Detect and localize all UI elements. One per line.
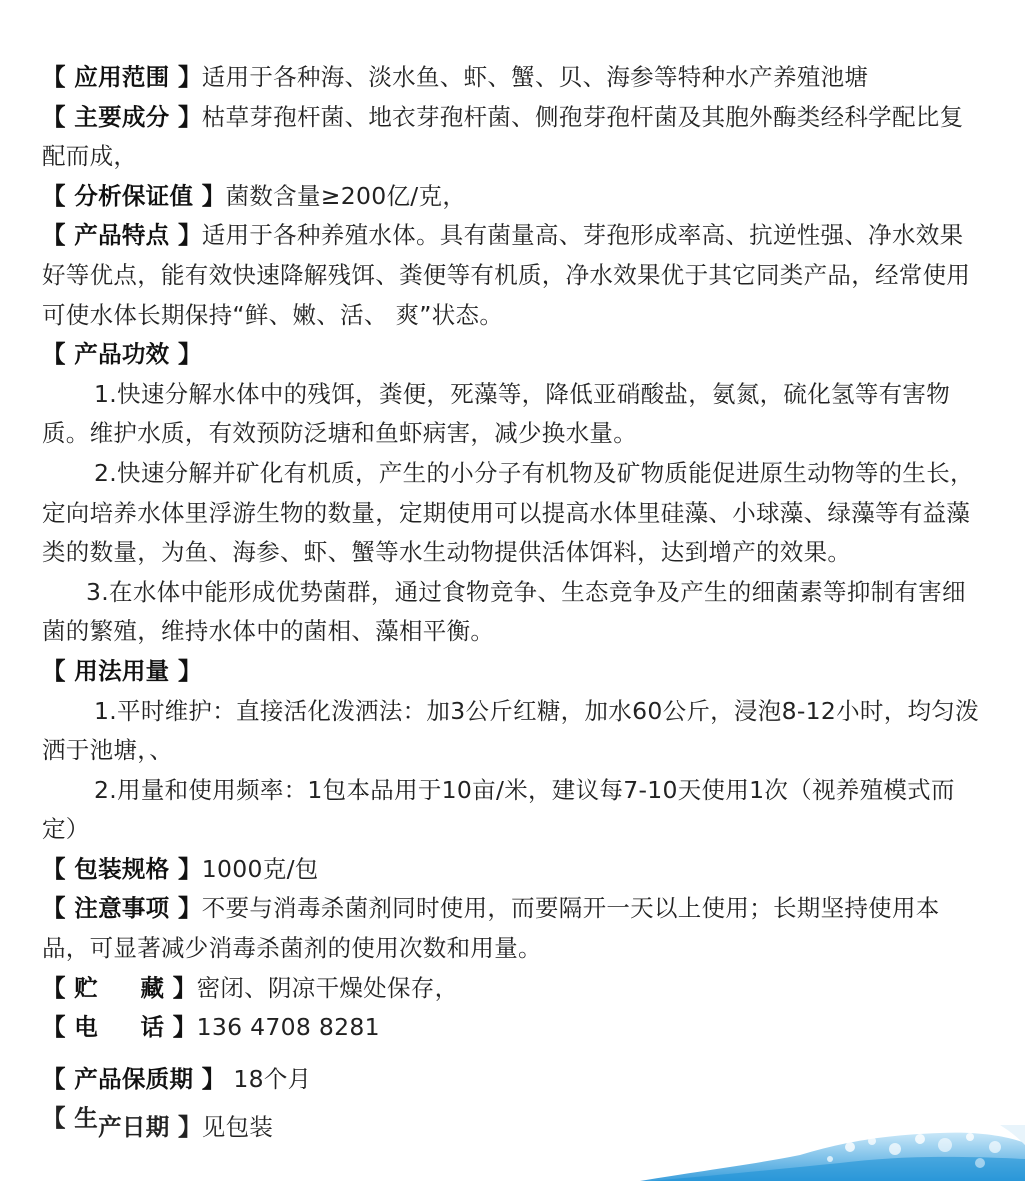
row-features <box>42 216 987 335</box>
row-efficacy-heading <box>42 335 987 375</box>
shelf-life-label: 【 产品保质期 】 <box>42 1064 226 1093</box>
storage-label: 【 贮 藏 】 <box>42 973 197 1002</box>
package-text: 1000克/包 <box>201 854 319 883</box>
ingredients-label: 【 主要成分 】 <box>42 102 202 131</box>
row-ingredients <box>42 98 987 177</box>
row-notice <box>42 889 987 968</box>
efficacy-item: 3.在水体中能形成优势菌群，通过食物竞争、生态竞争及产生的细菌素等抑制有害细菌的繁殖，维持水体中的菌相、藻相平衡。 <box>42 577 966 646</box>
notice-text: 不要与消毒杀菌剂同时使用，而要隔开一天以上使用；长期坚持使用本品，可显著减少消毒杀菌剂的使用次数和用量。 <box>42 894 940 963</box>
usage-item: 2.用量和使用频率：1包本品用于10亩/米，建议每7-10天使用1次（视养殖模式而定） <box>42 775 955 844</box>
row-phone <box>42 1008 987 1048</box>
row-shelf-life <box>42 1060 987 1100</box>
scope-label: 【 应用范围 】 <box>42 63 202 91</box>
features-text: 适用于各种养殖水体。具有菌量高、芽孢形成率高、抗逆性强、净水效果好等优点，能有效快速降解残饵、粪便等有机质，净水效果优于其它同类产品，经常使用可使水体长期保持“鲜、嫩、活、 爽”状态。 <box>42 221 971 329</box>
water-splash-decoration <box>640 1125 1025 1181</box>
water-splash-icon <box>640 1125 1025 1181</box>
product-description <box>42 58 987 1148</box>
notice-label: 【 注意事项 】 <box>42 894 202 923</box>
row-usage-heading <box>42 652 987 692</box>
production-date-label-start: 【 生 <box>42 1104 99 1133</box>
production-date-text: 见包装 <box>201 1113 274 1142</box>
efficacy-item: 1.快速分解水体中的残饵，粪便，死藻等，降低亚硝酸盐，氨氮，硫化氢等有害物质。维护水质，有效预防泛塘和鱼虾病害，减少换水量。 <box>42 379 951 448</box>
features-label: 【 产品特点 】 <box>42 221 202 250</box>
storage-text: 密闭、阴凉干燥处保存， <box>196 973 459 1002</box>
guarantee-text: 菌数含量≥200亿/克， <box>225 181 467 210</box>
row-guarantee <box>42 177 987 217</box>
row-storage <box>42 969 987 1009</box>
production-date-label-end: 产日期 】 <box>98 1113 202 1142</box>
scope-text: 适用于各种海、淡水鱼、虾、蟹、贝、海参等特种水产养殖池塘 <box>201 63 869 91</box>
usage-item: 1.平时维护：直接活化泼洒法：加3公斤红糖，加水60公斤，浸泡8-12小时，均匀泼洒于池塘，、 <box>42 696 979 765</box>
package-label: 【 包装规格 】 <box>42 854 202 883</box>
efficacy-item: 2.快速分解并矿化有机质，产生的小分子有机物及矿物质能促进原生动物等的生长，定向培养水体里浮游生物的数量，定期使用可以提高水体里硅藻、小球藻、绿藻等有益藻类的数量，为鱼、海参、虾、蟹等水生动物提供活体饵料，达到增产的效果。 <box>42 458 974 567</box>
shelf-life-text: 18个月 <box>225 1064 312 1093</box>
row-scope <box>42 58 987 98</box>
row-package <box>42 850 987 890</box>
efficacy-label: 【 产品功效 】 <box>42 340 202 369</box>
guarantee-label: 【 分析保证值 】 <box>42 181 226 210</box>
usage-label: 【 用法用量 】 <box>42 656 202 685</box>
phone-label: 【 电 话 】 <box>42 1013 197 1042</box>
ingredients-text: 枯草芽孢杆菌、地衣芽孢杆菌、侧孢芽孢杆菌及其胞外酶类经科学配比复配而成， <box>42 102 964 171</box>
phone-text: 136 4708 8281 <box>196 1013 380 1042</box>
